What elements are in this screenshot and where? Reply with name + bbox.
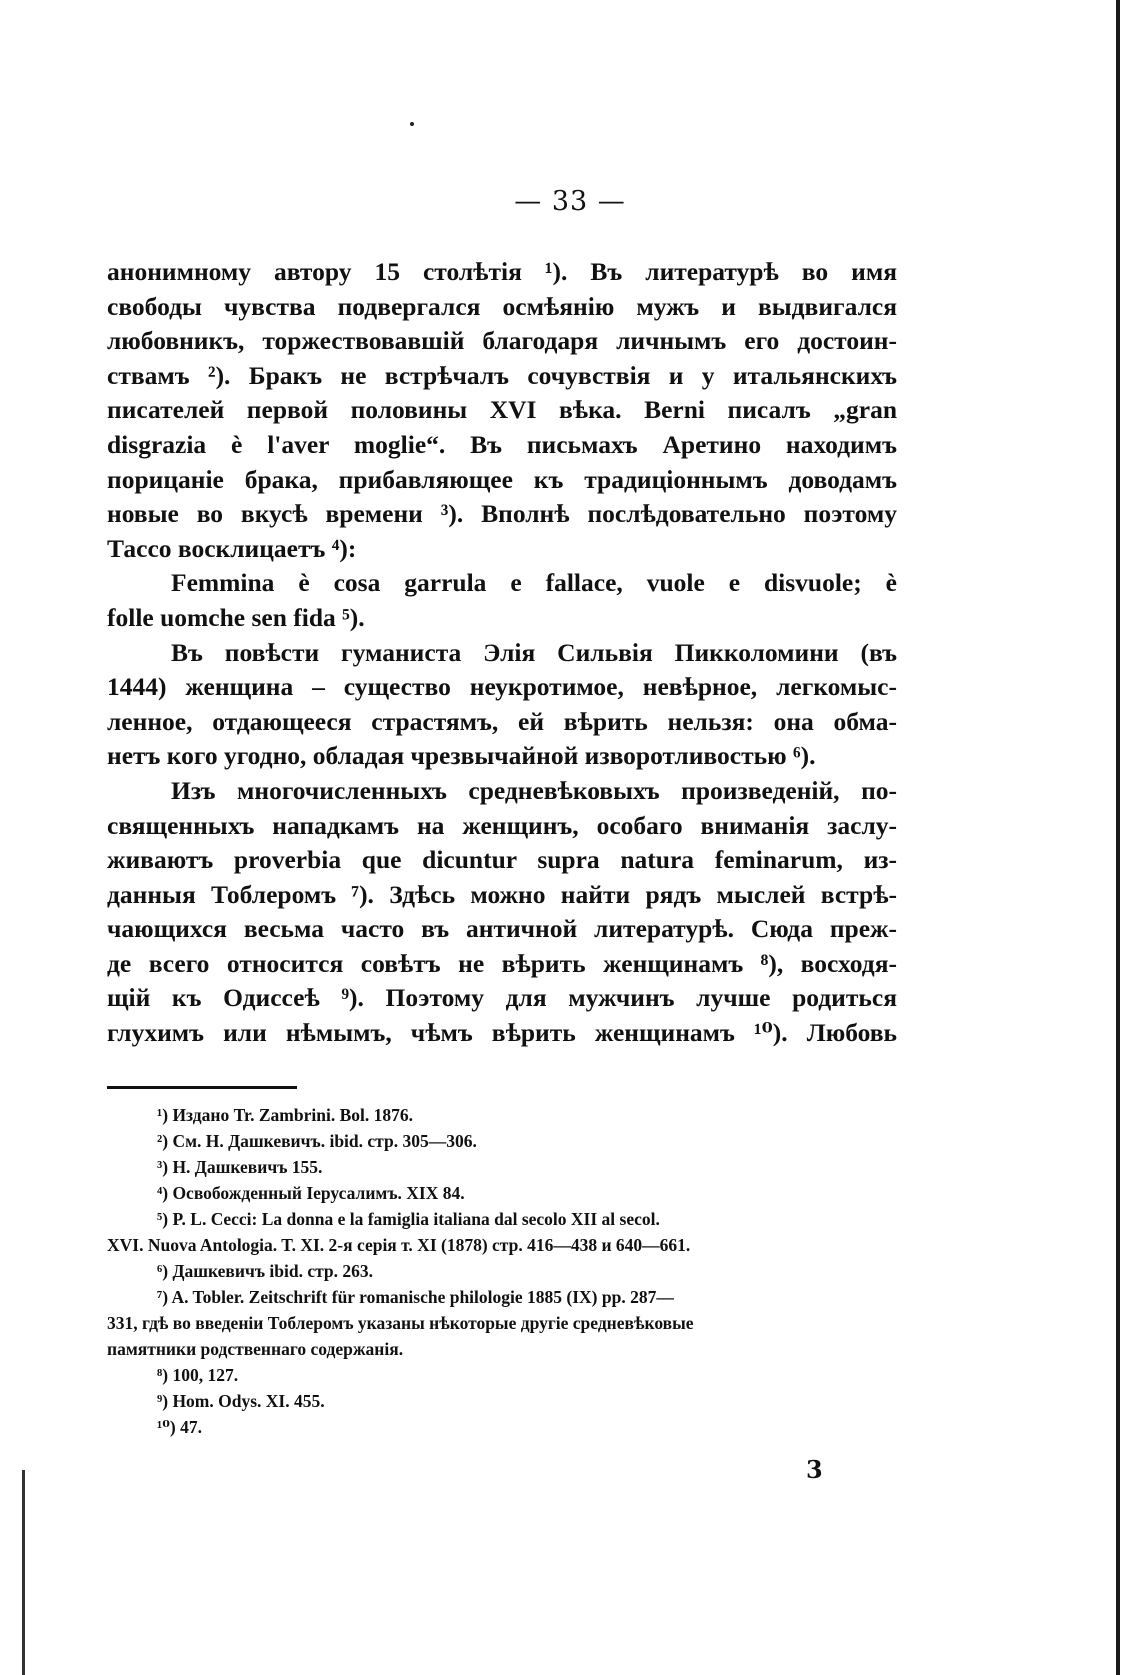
text-line: порицаніе брака, прибавляющее къ традиціоннымъ доводамъ <box>107 464 897 494</box>
text-line: folle uomche sen fida ⁵). <box>107 602 365 632</box>
signature-mark: 3 <box>806 1455 823 1484</box>
scan-edge-right <box>1116 0 1120 1675</box>
footnote-line: ¹) Издано Tr. Zambrini. Bol. 1876. <box>157 1105 413 1125</box>
footnote-line: ⁵) P. L. Cecci: La donna e la famiglia italiana dal secolo XII al secol. <box>157 1209 660 1229</box>
text-line: Femmina è cosa garrula e fallace, vuole e disvuole; è <box>171 568 897 598</box>
footnote-line: ⁹) Hom. Odys. XI. 455. <box>157 1391 325 1411</box>
footnote-line: ⁶) Дашкевичъ ibid. стр. 263. <box>157 1261 374 1281</box>
footnote-line: памятники родственнаго содержанія. <box>107 1339 404 1359</box>
text-line: нетъ кого угодно, обладая чрезвычайной изворотливостью ⁶). <box>107 741 816 771</box>
text-line: любовникъ, торжествовавшій благодаря личнымъ его достоин- <box>107 326 897 356</box>
text-line: живаютъ proverbia que dicuntur supra natura feminarum, из- <box>107 845 897 875</box>
text-line: писателей первой половины XVI вѣка. Berni писалъ „gran <box>107 395 897 425</box>
footnote <box>107 1128 897 1154</box>
scan-speck <box>410 122 414 126</box>
footnote-divider <box>107 1086 297 1089</box>
footnote-line: ³) Н. Дашкевичъ 155. <box>157 1157 323 1177</box>
footnote <box>107 1284 897 1362</box>
paragraph-3 <box>107 774 897 1051</box>
text-line: ствамъ ²). Бракъ не встрѣчалъ сочувствія и у итальянскихъ <box>107 360 897 390</box>
text-line: данныя Тоблеромъ ⁷). Здѣсь можно найти рядъ мыслей встрѣ- <box>107 879 897 909</box>
footnote-line: ²) См. Н. Дашкевичъ. ibid. стр. 305—306. <box>157 1131 477 1151</box>
text-line: Въ повѣсти гуманиста Элія Сильвія Пикколомини (въ <box>171 637 897 667</box>
text-line: чающихся весьма часто въ античной литературѣ. Сюда преж- <box>107 914 897 944</box>
text-line: свободы чувства подвергался осмѣянію мужъ и выдвигался <box>107 291 897 321</box>
text-line: ленное, отдающееся страстямъ, ей вѣрить нельзя: она обма- <box>107 706 897 736</box>
footnote <box>107 1362 897 1388</box>
footnote-line: ⁸) 100, 127. <box>157 1365 239 1385</box>
text-line: священныхъ нападкамъ на женщинъ, особаго вниманія заслу- <box>107 810 897 840</box>
footnote-line: ¹⁰) 47. <box>157 1417 202 1437</box>
footnote <box>107 1388 897 1414</box>
text-line: новые во вкусѣ времени ³). Вполнѣ послѣдовательно поэтому <box>107 499 897 529</box>
text-line: анонимному автору 15 столѣтія ¹). Въ литературѣ во имя <box>107 257 897 286</box>
footnote <box>107 1414 897 1440</box>
footnote <box>107 1180 897 1206</box>
footnotes <box>107 1102 897 1440</box>
page-number: — 33 — <box>514 186 626 217</box>
text-line: Тассо восклицаетъ ⁴): <box>107 533 357 563</box>
text-line: де всего относится совѣтъ не вѣрить женщинамъ ⁸), восходя- <box>107 948 897 978</box>
footnote-line: ⁴) Освобожденный Іерусалимъ. XIX 84. <box>157 1183 465 1203</box>
main-text <box>107 255 897 1051</box>
footnote-line: XVI. Nuova Antologia. T. XI. 2-я серія т. XI (1878) стр. 416—438 и 640—661. <box>107 1235 691 1255</box>
paragraph-1 <box>107 255 897 566</box>
scan-edge-left <box>22 1470 25 1675</box>
text-line: Изъ многочисленныхъ средневѣковыхъ произведеній, по- <box>171 775 897 805</box>
footnote <box>107 1258 897 1284</box>
footnote <box>107 1154 897 1180</box>
quotation <box>107 566 897 635</box>
text-line: щій къ Одиссеѣ ⁹). Поэтому для мужчинъ лучше родиться <box>107 983 897 1013</box>
text-line: disgrazia è l'aver moglie“. Въ письмахъ Аретино находимъ <box>107 429 897 459</box>
footnote-line: ⁷) A. Tobler. Zeitschrift für romanische philologie 1885 (IX) pp. 287— <box>157 1287 674 1307</box>
footnote-line: 331, гдѣ во введеніи Тоблеромъ указаны нѣкоторые другіе средневѣковые <box>107 1313 694 1333</box>
text-line: глухимъ или нѣмымъ, чѣмъ вѣрить женщинамъ ¹⁰). Любовь <box>107 1018 897 1048</box>
text-line: 1444) женщина – существо неукротимое, невѣрное, легкомыс- <box>107 672 897 702</box>
footnote <box>107 1102 897 1128</box>
footnote <box>107 1206 897 1258</box>
paragraph-2 <box>107 636 897 774</box>
